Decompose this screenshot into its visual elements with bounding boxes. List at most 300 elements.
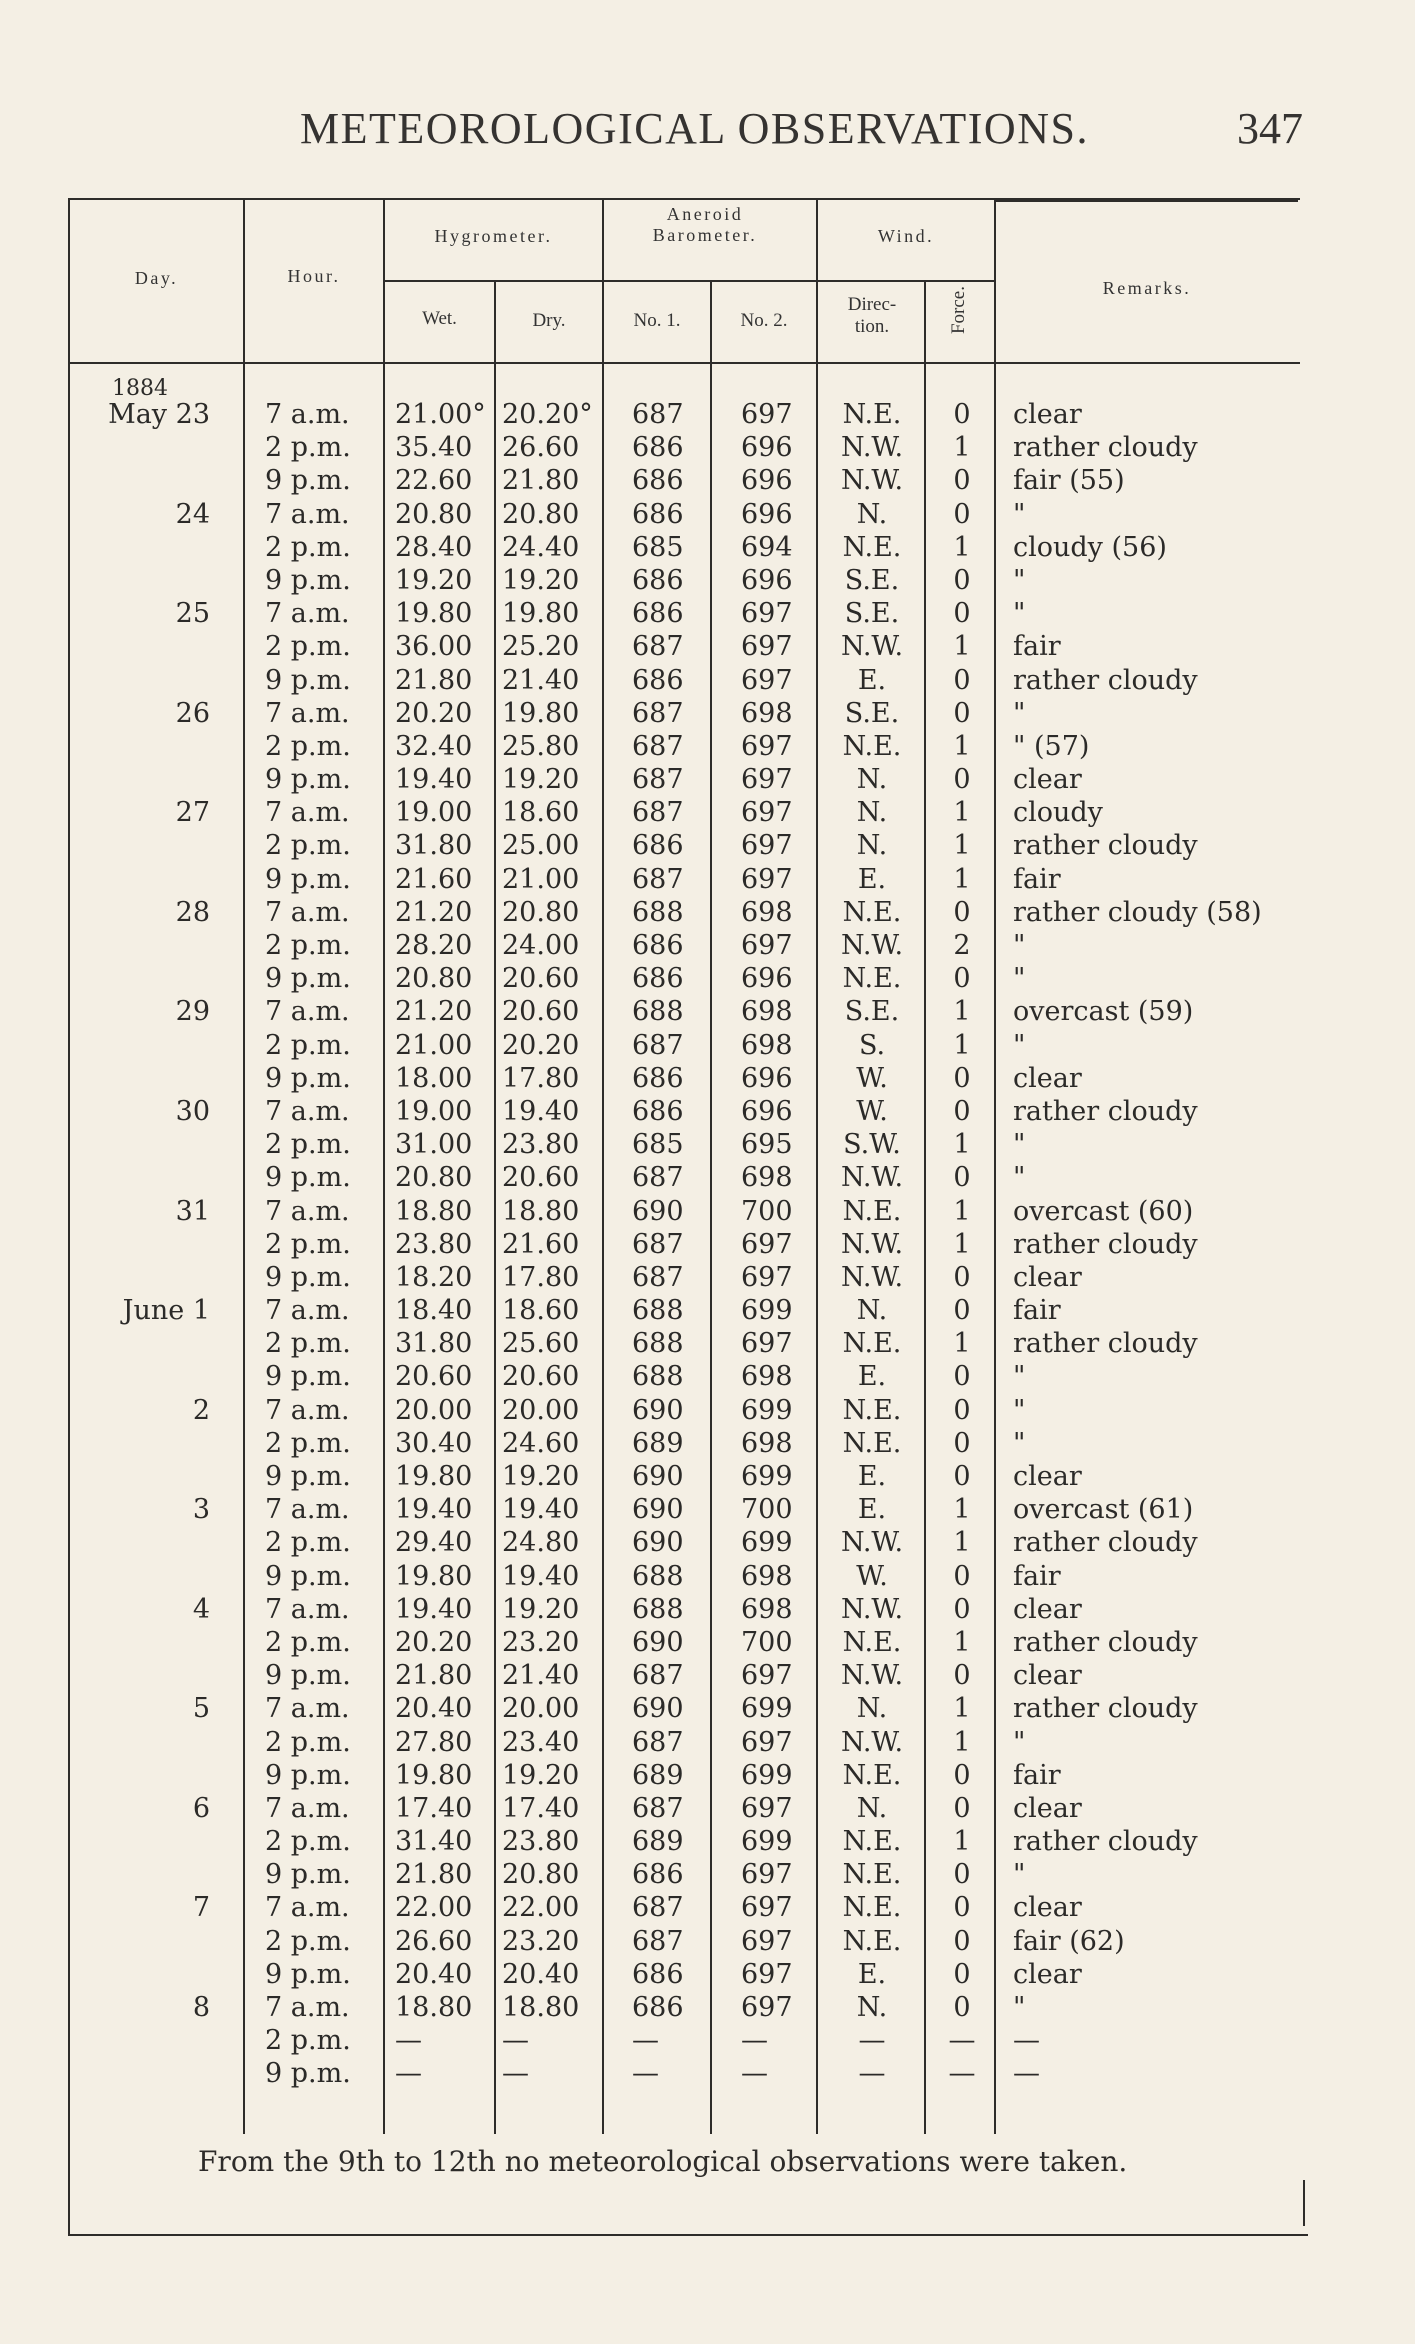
dry-bulb-cell: 23.80: [502, 1129, 580, 1161]
dry-bulb-cell: 21.60: [502, 1228, 580, 1260]
barometer-no2-cell: 700: [741, 1195, 793, 1227]
dry-bulb-cell: 20.80: [502, 896, 580, 928]
wet-bulb-cell: 20.80: [395, 963, 473, 995]
hour-cell: 2 p.m.: [265, 1726, 351, 1758]
wind-force-cell: 1: [953, 1195, 971, 1227]
remarks-cell: —: [1013, 2025, 1040, 2057]
wet-bulb-cell: 21.20: [395, 996, 473, 1028]
hour-cell: 7 a.m.: [265, 399, 350, 430]
barometer-no1-cell: —: [632, 2025, 659, 2057]
wet-bulb-cell: —: [395, 2058, 422, 2090]
dry-bulb-cell: 17.80: [502, 1261, 580, 1293]
day-cell: 29: [175, 996, 210, 1028]
hour-cell: 9 p.m.: [265, 564, 351, 596]
wind-direction-cell: N.: [856, 1792, 888, 1824]
wet-bulb-cell: 18.40: [395, 1295, 473, 1327]
barometer-no2-cell: —: [741, 2058, 768, 2090]
remarks-cell: fair: [1013, 1295, 1061, 1327]
remarks-cell: clear: [1013, 1660, 1082, 1692]
barometer-no2-cell: 699: [741, 1759, 793, 1791]
hour-cell: 2 p.m.: [265, 1427, 351, 1459]
wind-force-cell: 0: [953, 598, 971, 630]
barometer-no1-cell: 690: [632, 1693, 684, 1725]
barometer-no1-cell: 686: [632, 498, 684, 530]
barometer-no2-cell: 699: [741, 1527, 793, 1559]
wind-force-cell: 1: [953, 797, 971, 829]
dry-bulb-cell: 20.20°: [502, 399, 593, 430]
barometer-no1-cell: 686: [632, 432, 684, 464]
wind-force-cell: 0: [953, 1859, 971, 1891]
wind-direction-cell: N.W.: [840, 1726, 904, 1758]
wet-bulb-cell: 20.40: [395, 1958, 473, 1990]
remarks-cell: fair: [1013, 1759, 1061, 1791]
wet-bulb-cell: 20.20: [395, 1626, 473, 1658]
wet-bulb-cell: 18.00: [395, 1062, 473, 1094]
remarks-cell: " (57): [1013, 730, 1090, 762]
barometer-no2-cell: 697: [741, 1726, 793, 1758]
barometer-no2-cell: 698: [741, 1427, 793, 1459]
wind-direction-cell: N.: [856, 797, 888, 829]
table-row: [0, 564, 1415, 597]
hour-cell: 7 a.m.: [265, 1892, 350, 1924]
barometer-no2-cell: 696: [741, 963, 793, 995]
col-header-day: Day.: [134, 268, 179, 288]
wind-direction-cell: N.W.: [840, 930, 904, 961]
wind-force-cell: 0: [953, 896, 971, 928]
day-cell: 31: [175, 1195, 210, 1227]
wet-bulb-cell: 20.40: [395, 1693, 473, 1725]
barometer-no1-cell: 686: [632, 465, 684, 497]
day-cell: 27: [175, 797, 210, 829]
col-header-force: Force.: [948, 286, 969, 335]
barometer-no2-cell: 698: [741, 996, 793, 1028]
wet-bulb-cell: 23.80: [395, 1228, 473, 1260]
barometer-no2-cell: 697: [741, 631, 793, 663]
remarks-cell: clear: [1013, 1792, 1082, 1824]
barometer-no2-cell: 699: [741, 1693, 793, 1725]
dry-bulb-cell: 17.40: [502, 1792, 580, 1824]
wind-direction-cell: N.E.: [842, 896, 902, 928]
wind-force-cell: 0: [953, 1295, 971, 1327]
dry-bulb-cell: 24.60: [502, 1427, 580, 1459]
wind-direction-cell: N.W.: [840, 1527, 904, 1559]
remarks-cell: rather cloudy: [1013, 432, 1198, 464]
barometer-no2-cell: 698: [741, 1029, 793, 1061]
wind-force-cell: 0: [953, 564, 971, 596]
col-header-barometer-no1: No. 1.: [633, 310, 681, 331]
remarks-cell: clear: [1013, 1461, 1082, 1492]
wind-force-cell: 0: [953, 664, 971, 696]
barometer-no1-cell: 687: [632, 1925, 684, 1957]
barometer-no2-cell: 697: [741, 1261, 793, 1293]
hour-cell: 2 p.m.: [265, 1626, 351, 1658]
barometer-no1-cell: 686: [632, 1859, 684, 1891]
table-row: [0, 1261, 1415, 1294]
remarks-cell: fair: [1013, 1560, 1061, 1592]
barometer-no1-cell: 690: [632, 1494, 684, 1526]
table-row: [0, 1427, 1415, 1460]
hour-cell: 7 a.m.: [265, 1992, 350, 2023]
barometer-no2-cell: 699: [741, 1461, 793, 1492]
hour-cell: 9 p.m.: [265, 1859, 351, 1891]
barometer-no1-cell: 687: [632, 863, 684, 895]
table-row: [0, 796, 1415, 829]
wind-force-cell: 0: [953, 1958, 971, 1990]
wet-bulb-cell: 19.20: [395, 564, 473, 596]
wet-bulb-cell: 35.40: [395, 432, 473, 464]
remarks-cell: ": [1013, 697, 1026, 729]
dry-bulb-cell: 18.60: [502, 797, 580, 829]
wind-force-cell: —: [948, 2058, 976, 2090]
table-row: [0, 929, 1415, 962]
wind-direction-cell: E.: [857, 1461, 887, 1492]
barometer-no1-cell: —: [632, 2058, 659, 2090]
barometer-no1-cell: 689: [632, 1759, 684, 1791]
remarks-cell: rather cloudy: [1013, 1095, 1198, 1127]
day-cell: 8: [192, 1992, 210, 2023]
wind-force-cell: —: [948, 2025, 976, 2057]
hour-cell: 2 p.m.: [265, 1925, 351, 1957]
wet-bulb-cell: 19.40: [395, 1593, 473, 1625]
barometer-no2-cell: 697: [741, 1925, 793, 1957]
wind-force-cell: 0: [953, 1992, 971, 2023]
wind-direction-cell: N.: [856, 830, 888, 862]
wet-bulb-cell: 27.80: [395, 1726, 473, 1758]
hour-cell: 7 a.m.: [265, 498, 350, 530]
wind-direction-cell: E.: [857, 1958, 887, 1990]
wet-bulb-cell: 18.80: [395, 1992, 473, 2023]
day-cell: 5: [192, 1693, 210, 1725]
table-row: [0, 1891, 1415, 1924]
table-row: [0, 1659, 1415, 1692]
dry-bulb-cell: 20.40: [502, 1958, 580, 1990]
dry-bulb-cell: 21.00: [502, 863, 580, 895]
table-row: [0, 829, 1415, 862]
barometer-no1-cell: 688: [632, 1560, 684, 1592]
wind-force-cell: 1: [953, 1527, 971, 1559]
remarks-cell: rather cloudy: [1013, 830, 1198, 862]
barometer-no2-cell: 697: [741, 764, 793, 796]
dry-bulb-cell: 20.00: [502, 1394, 580, 1426]
hour-cell: 9 p.m.: [265, 1958, 351, 1990]
barometer-no1-cell: 687: [632, 730, 684, 762]
wind-force-cell: 0: [953, 1560, 971, 1592]
dry-bulb-cell: 21.40: [502, 1660, 580, 1692]
remarks-cell: overcast (59): [1013, 996, 1194, 1028]
barometer-no2-cell: 699: [741, 1826, 793, 1858]
wet-bulb-cell: 19.80: [395, 1759, 473, 1791]
remarks-cell: clear: [1013, 764, 1082, 796]
hour-cell: 7 a.m.: [265, 797, 350, 829]
day-cell: 7: [192, 1892, 210, 1924]
table-row: [0, 896, 1415, 929]
wet-bulb-cell: 32.40: [395, 730, 473, 762]
col-header-hygrometer: Hygrometer.: [434, 226, 553, 246]
table-row: [0, 1726, 1415, 1759]
barometer-no2-cell: 698: [741, 697, 793, 729]
hour-cell: 7 a.m.: [265, 1295, 350, 1327]
col-header-wet: Wet.: [422, 308, 457, 329]
wind-direction-cell: N.E.: [842, 1859, 902, 1891]
barometer-no1-cell: 688: [632, 1361, 684, 1393]
wind-direction-cell: N.E.: [842, 399, 902, 430]
wind-direction-cell: E.: [857, 1494, 887, 1526]
table-row: [0, 1925, 1415, 1958]
table-row: [0, 1626, 1415, 1659]
wind-direction-cell: N.W.: [840, 432, 904, 464]
barometer-no1-cell: 687: [632, 1228, 684, 1260]
wet-bulb-cell: 31.80: [395, 830, 473, 862]
wet-bulb-cell: 17.40: [395, 1792, 473, 1824]
hour-cell: 2 p.m.: [265, 1826, 351, 1858]
table-row: [0, 1327, 1415, 1360]
remarks-cell: ": [1013, 1029, 1026, 1061]
wet-bulb-cell: 19.40: [395, 1494, 473, 1526]
table-row: [0, 1792, 1415, 1825]
header-bottom-rule: [70, 362, 1300, 364]
wind-force-cell: 1: [953, 830, 971, 862]
barometer-no1-cell: 688: [632, 1328, 684, 1360]
barometer-no1-cell: 687: [632, 764, 684, 796]
barometer-no1-cell: 689: [632, 1826, 684, 1858]
wet-bulb-cell: 28.40: [395, 531, 473, 563]
remarks-cell: rather cloudy: [1013, 1826, 1198, 1858]
wind-force-cell: 1: [953, 432, 971, 464]
wind-direction-cell: N.W.: [840, 1593, 904, 1625]
hour-cell: 9 p.m.: [265, 1261, 351, 1293]
col-header-hour: Hour.: [287, 266, 341, 286]
table-row: [0, 1029, 1415, 1062]
day-cell: 25: [175, 598, 210, 630]
hour-cell: 7 a.m.: [265, 598, 350, 630]
hour-cell: 7 a.m.: [265, 1095, 350, 1127]
day-cell: 4: [192, 1593, 210, 1625]
remarks-cell: clear: [1013, 1261, 1082, 1293]
remarks-cell: fair (62): [1013, 1925, 1125, 1957]
wet-bulb-cell: 20.80: [395, 498, 473, 530]
barometer-no2-cell: 698: [741, 1593, 793, 1625]
barometer-no2-cell: 697: [741, 664, 793, 696]
wind-force-cell: 1: [953, 1129, 971, 1161]
barometer-no2-cell: 697: [741, 1792, 793, 1824]
barometer-no2-cell: 697: [741, 399, 793, 430]
remarks-cell: ": [1013, 1992, 1026, 2023]
hour-cell: 2 p.m.: [265, 2025, 351, 2057]
barometer-no1-cell: 687: [632, 1726, 684, 1758]
wind-direction-cell: N.: [856, 764, 888, 796]
wind-force-cell: 1: [953, 631, 971, 663]
dry-bulb-cell: 25.80: [502, 730, 580, 762]
dry-bulb-cell: 21.40: [502, 664, 580, 696]
hour-cell: 7 a.m.: [265, 1693, 350, 1725]
barometer-no2-cell: 696: [741, 1062, 793, 1094]
hour-cell: 7 a.m.: [265, 1195, 350, 1227]
hour-cell: 7 a.m.: [265, 697, 350, 729]
table-row: [0, 1128, 1415, 1161]
hour-cell: 2 p.m.: [265, 830, 351, 862]
hour-cell: 2 p.m.: [265, 1328, 351, 1360]
wet-bulb-cell: 19.80: [395, 598, 473, 630]
wind-direction-cell: N.E.: [842, 730, 902, 762]
wind-direction-cell: N.E.: [842, 1892, 902, 1924]
barometer-no1-cell: 690: [632, 1626, 684, 1658]
wind-direction-cell: —: [858, 2025, 886, 2057]
barometer-no2-cell: 697: [741, 863, 793, 895]
dry-bulb-cell: 23.20: [502, 1925, 580, 1957]
wind-force-cell: 0: [953, 1925, 971, 1957]
barometer-no1-cell: 687: [632, 631, 684, 663]
wet-bulb-cell: 19.40: [395, 764, 473, 796]
barometer-no1-cell: 690: [632, 1394, 684, 1426]
wind-direction-cell: N.E.: [842, 1626, 902, 1658]
wet-bulb-cell: 31.80: [395, 1328, 473, 1360]
remarks-cell: —: [1013, 2058, 1040, 2090]
remarks-cell: rather cloudy: [1013, 1693, 1198, 1725]
wind-direction-cell: N.: [856, 498, 888, 530]
wind-direction-cell: E.: [857, 1361, 887, 1393]
wind-force-cell: 0: [953, 1792, 971, 1824]
wind-direction-cell: N.E.: [842, 1925, 902, 1957]
barometer-no2-cell: 694: [741, 531, 793, 563]
remarks-cell: clear: [1013, 399, 1082, 430]
table-row: [0, 1062, 1415, 1095]
barometer-no1-cell: 687: [632, 1029, 684, 1061]
barometer-no1-cell: 687: [632, 1660, 684, 1692]
wet-bulb-cell: 20.00: [395, 1394, 473, 1426]
dry-bulb-cell: 23.40: [502, 1726, 580, 1758]
wet-bulb-cell: 22.60: [395, 465, 473, 497]
hour-cell: 9 p.m.: [265, 1759, 351, 1791]
barometer-no2-cell: 697: [741, 797, 793, 829]
col-header-dry: Dry.: [532, 310, 566, 331]
wet-bulb-cell: —: [395, 2025, 422, 2057]
header-top-rule: [994, 200, 1298, 202]
table-row: [0, 1858, 1415, 1891]
barometer-no1-cell: 687: [632, 1892, 684, 1924]
hour-cell: 2 p.m.: [265, 930, 351, 961]
wet-bulb-cell: 19.80: [395, 1560, 473, 1592]
table-row: [0, 1560, 1415, 1593]
dry-bulb-cell: 20.60: [502, 1361, 580, 1393]
barometer-no1-cell: 687: [632, 1792, 684, 1824]
barometer-no2-cell: 696: [741, 432, 793, 464]
wind-direction-cell: W.: [856, 1095, 888, 1127]
table-row: [0, 1493, 1415, 1526]
barometer-no2-cell: 697: [741, 1992, 793, 2023]
hour-cell: 9 p.m.: [265, 664, 351, 696]
barometer-no2-cell: 700: [741, 1626, 793, 1658]
barometer-no1-cell: 686: [632, 564, 684, 596]
remarks-cell: ": [1013, 1859, 1026, 1891]
wind-force-cell: 1: [953, 1826, 971, 1858]
wet-bulb-cell: 20.80: [395, 1162, 473, 1194]
dry-bulb-cell: —: [502, 2025, 529, 2057]
table-row: [0, 1526, 1415, 1559]
barometer-no1-cell: 686: [632, 1958, 684, 1990]
dry-bulb-cell: 24.80: [502, 1527, 580, 1559]
remarks-cell: clear: [1013, 1892, 1082, 1924]
wet-bulb-cell: 21.80: [395, 1859, 473, 1891]
hour-cell: 9 p.m.: [265, 1560, 351, 1592]
day-cell: 2: [192, 1394, 210, 1426]
hour-cell: 2 p.m.: [265, 631, 351, 663]
wind-direction-cell: S.E.: [844, 697, 900, 729]
dry-bulb-cell: 25.00: [502, 830, 580, 862]
dry-bulb-cell: 20.00: [502, 1693, 580, 1725]
barometer-no2-cell: 696: [741, 465, 793, 497]
day-cell: 3: [192, 1494, 210, 1526]
wind-direction-cell: N.W.: [840, 1162, 904, 1194]
wind-force-cell: 0: [953, 1261, 971, 1293]
remarks-cell: rather cloudy: [1013, 1527, 1198, 1559]
col-header-aneroid-barometer: Aneroid Barometer.: [652, 204, 758, 245]
table-row: [0, 1161, 1415, 1194]
wind-direction-cell: N.W.: [840, 1228, 904, 1260]
remarks-cell: clear: [1013, 1958, 1082, 1990]
wind-force-cell: 0: [953, 1660, 971, 1692]
hour-cell: 2 p.m.: [265, 432, 351, 464]
hour-cell: 9 p.m.: [265, 465, 351, 497]
wind-force-cell: 0: [953, 1062, 971, 1094]
page-number: 347: [1237, 104, 1303, 153]
wind-force-cell: 1: [953, 1693, 971, 1725]
barometer-no2-cell: 697: [741, 1660, 793, 1692]
wind-direction-cell: N.E.: [842, 963, 902, 995]
hour-cell: 9 p.m.: [265, 764, 351, 796]
barometer-no2-cell: 696: [741, 1095, 793, 1127]
hour-cell: 7 a.m.: [265, 996, 350, 1028]
dry-bulb-cell: 25.60: [502, 1328, 580, 1360]
wet-bulb-cell: 21.00: [395, 1029, 473, 1061]
table-right-rule: [1303, 2180, 1305, 2226]
wet-bulb-cell: 21.60: [395, 863, 473, 895]
dry-bulb-cell: 23.80: [502, 1826, 580, 1858]
hour-cell: 7 a.m.: [265, 1494, 350, 1526]
hour-cell: 2 p.m.: [265, 1029, 351, 1061]
day-cell: 24: [175, 498, 210, 530]
wind-force-cell: 0: [953, 1394, 971, 1426]
barometer-no1-cell: 686: [632, 963, 684, 995]
remarks-cell: overcast (60): [1013, 1195, 1194, 1227]
dry-bulb-cell: 20.60: [502, 1162, 580, 1194]
barometer-no1-cell: 686: [632, 1095, 684, 1127]
wind-direction-cell: S.E.: [844, 564, 900, 596]
dry-bulb-cell: 24.40: [502, 531, 580, 563]
wet-bulb-cell: 22.00: [395, 1892, 473, 1924]
table-row: [0, 1095, 1415, 1128]
wind-force-cell: 1: [953, 1228, 971, 1260]
wind-direction-cell: N.E.: [842, 1826, 902, 1858]
barometer-no1-cell: 685: [632, 531, 684, 563]
barometer-no1-cell: 687: [632, 797, 684, 829]
day-cell: 26: [175, 697, 210, 729]
wind-direction-cell: N.E.: [842, 1328, 902, 1360]
wind-direction-cell: N.W.: [840, 631, 904, 663]
barometer-no1-cell: 687: [632, 399, 684, 430]
remarks-cell: ": [1013, 564, 1026, 596]
barometer-no2-cell: 695: [741, 1129, 793, 1161]
remarks-cell: clear: [1013, 1593, 1082, 1625]
wind-direction-cell: N.: [856, 1992, 888, 2023]
barometer-no2-cell: 697: [741, 1328, 793, 1360]
table-row: [0, 1195, 1415, 1228]
wet-bulb-cell: 21.00°: [395, 399, 486, 430]
table-row: [0, 1360, 1415, 1393]
remarks-cell: cloudy (56): [1013, 531, 1167, 563]
hour-cell: 9 p.m.: [265, 1660, 351, 1692]
barometer-no2-cell: 697: [741, 930, 793, 961]
table-row: [0, 597, 1415, 630]
